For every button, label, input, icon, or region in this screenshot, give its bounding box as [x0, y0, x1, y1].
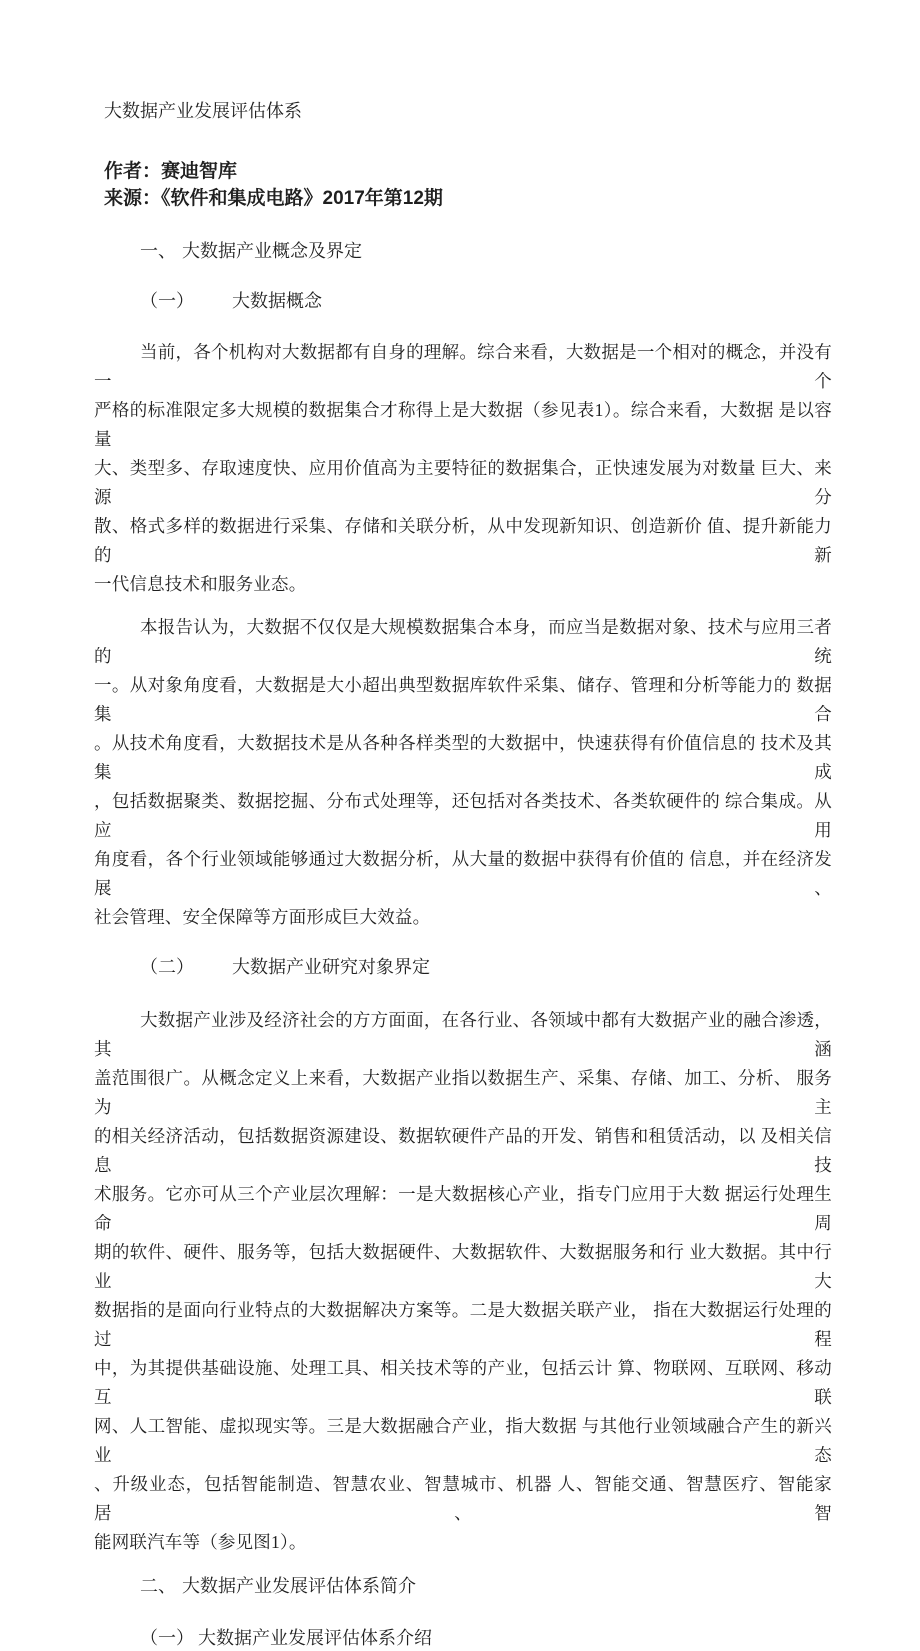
paragraph-line: 严格的标准限定多大规模的数据集合才称得上是大数据（参见表1）。综合来看，大数据 是以容量: [94, 400, 832, 449]
heading-number: 一、: [140, 241, 176, 261]
author-line: 作者：赛迪智库: [104, 161, 238, 182]
paragraph-line: 一。从对象角度看，大数据是大小超出典型数据库软件采集、储存、管理和分析等能力的 数据集合: [94, 675, 832, 724]
heading-section-1-1: [140, 288, 832, 314]
paragraph-line: 期的软件、硬件、服务等，包括大数据硬件、大数据软件、大数据服务和行 业大数据。其中行业大: [94, 1242, 832, 1291]
heading-section-1-2: [140, 954, 832, 980]
paragraph-line: 当前，各个机构对大数据都有自身的理解。综合来看，大数据是一个相对的概念，并没有 一个: [94, 342, 832, 391]
paragraph-line: 中，为其提供基础设施、处理工具、相关技术等的产业，包括云计 算、物联网、互联网、移动互联: [94, 1358, 832, 1407]
paragraph-line: 社会管理、安全保障等方面形成巨大效益。: [94, 907, 431, 927]
heading-text: 大数据产业发展评估体系简介: [182, 1576, 416, 1596]
byline: [104, 158, 832, 212]
paragraph-line: ，包括数据聚类、数据挖掘、分布式处理等，还包括对各类技术、各类软硬件的 综合集成。从应用: [94, 791, 832, 840]
paragraph-line: 数据指的是面向行业特点的大数据解决方案等。二是大数据关联产业， 指在大数据运行处理的过程: [94, 1300, 832, 1349]
heading-section-2-1: [140, 1625, 832, 1651]
paragraph-line: 大、类型多、存取速度快、应用价值高为主要特征的数据集合，正快速发展为对数量 巨大、来源分: [94, 458, 832, 507]
paragraph-line: 散、格式多样的数据进行采集、存储和关联分析，从中发现新知识、创造新价 值、提升新能力的新: [94, 516, 832, 565]
heading-number: （二）: [140, 957, 194, 977]
paragraph-line: 、升级业态，包括智能制造、智慧农业、智慧城市、机器 人、智能交通、智慧医疗、智能家居、智: [94, 1474, 832, 1523]
paragraph-line: 术服务。它亦可从三个产业层次理解：一是大数据核心产业，指专门应用于大数 据运行处理生命周: [94, 1184, 832, 1233]
heading-text: 大数据产业发展评估体系介绍: [198, 1628, 432, 1648]
paragraph-line: 。从技术角度看，大数据技术是从各种各样类型的大数据中，快速获得有价值信息的 技术及其集成: [94, 733, 832, 782]
document-title: 大数据产业发展评估体系: [104, 101, 302, 121]
paragraph-line: 大数据产业涉及经济社会的方方面面，在各行业、各领域中都有大数据产业的融合渗透， 其涵: [94, 1010, 832, 1059]
paragraph-line: 能网联汽车等（参见图1）。: [94, 1532, 307, 1552]
source-line: 来源：《软件和集成电路》2017年第12期: [104, 188, 443, 209]
paragraph-line: 的相关经济活动，包括数据资源建设、数据软硬件产品的开发、销售和租赁活动，以 及相关信息技: [94, 1126, 832, 1175]
paragraph-report-view: [94, 613, 832, 932]
heading-section-2: [140, 1573, 832, 1599]
paragraph-line: 角度看，各个行业领域能够通过大数据分析，从大量的数据中获得有价值的 信息，并在经济发展、: [94, 849, 832, 898]
heading-text: 大数据产业研究对象界定: [232, 957, 430, 977]
paragraph-industry-definition: [94, 1006, 832, 1557]
heading-number: （一）: [140, 1628, 194, 1648]
heading-text: 大数据概念: [232, 291, 322, 311]
heading-number: （一）: [140, 291, 194, 311]
paragraph-big-data-concept: [94, 338, 832, 599]
paragraph-line: 本报告认为，大数据不仅仅是大规模数据集合本身，而应当是数据对象、技术与应用三者 的统: [94, 617, 832, 666]
heading-text: 大数据产业概念及界定: [182, 241, 362, 261]
heading-number: 二、: [140, 1576, 176, 1596]
paragraph-line: 盖范围很广。从概念定义上来看，大数据产业指以数据生产、采集、存储、加工、分析、 服务为主: [94, 1068, 832, 1117]
paragraph-line: 一代信息技术和服务业态。: [94, 574, 307, 594]
paragraph-line: 网、人工智能、虚拟现实等。三是大数据融合产业，指大数据 与其他行业领域融合产生的新兴业态: [94, 1416, 832, 1465]
heading-section-1: [140, 238, 832, 264]
